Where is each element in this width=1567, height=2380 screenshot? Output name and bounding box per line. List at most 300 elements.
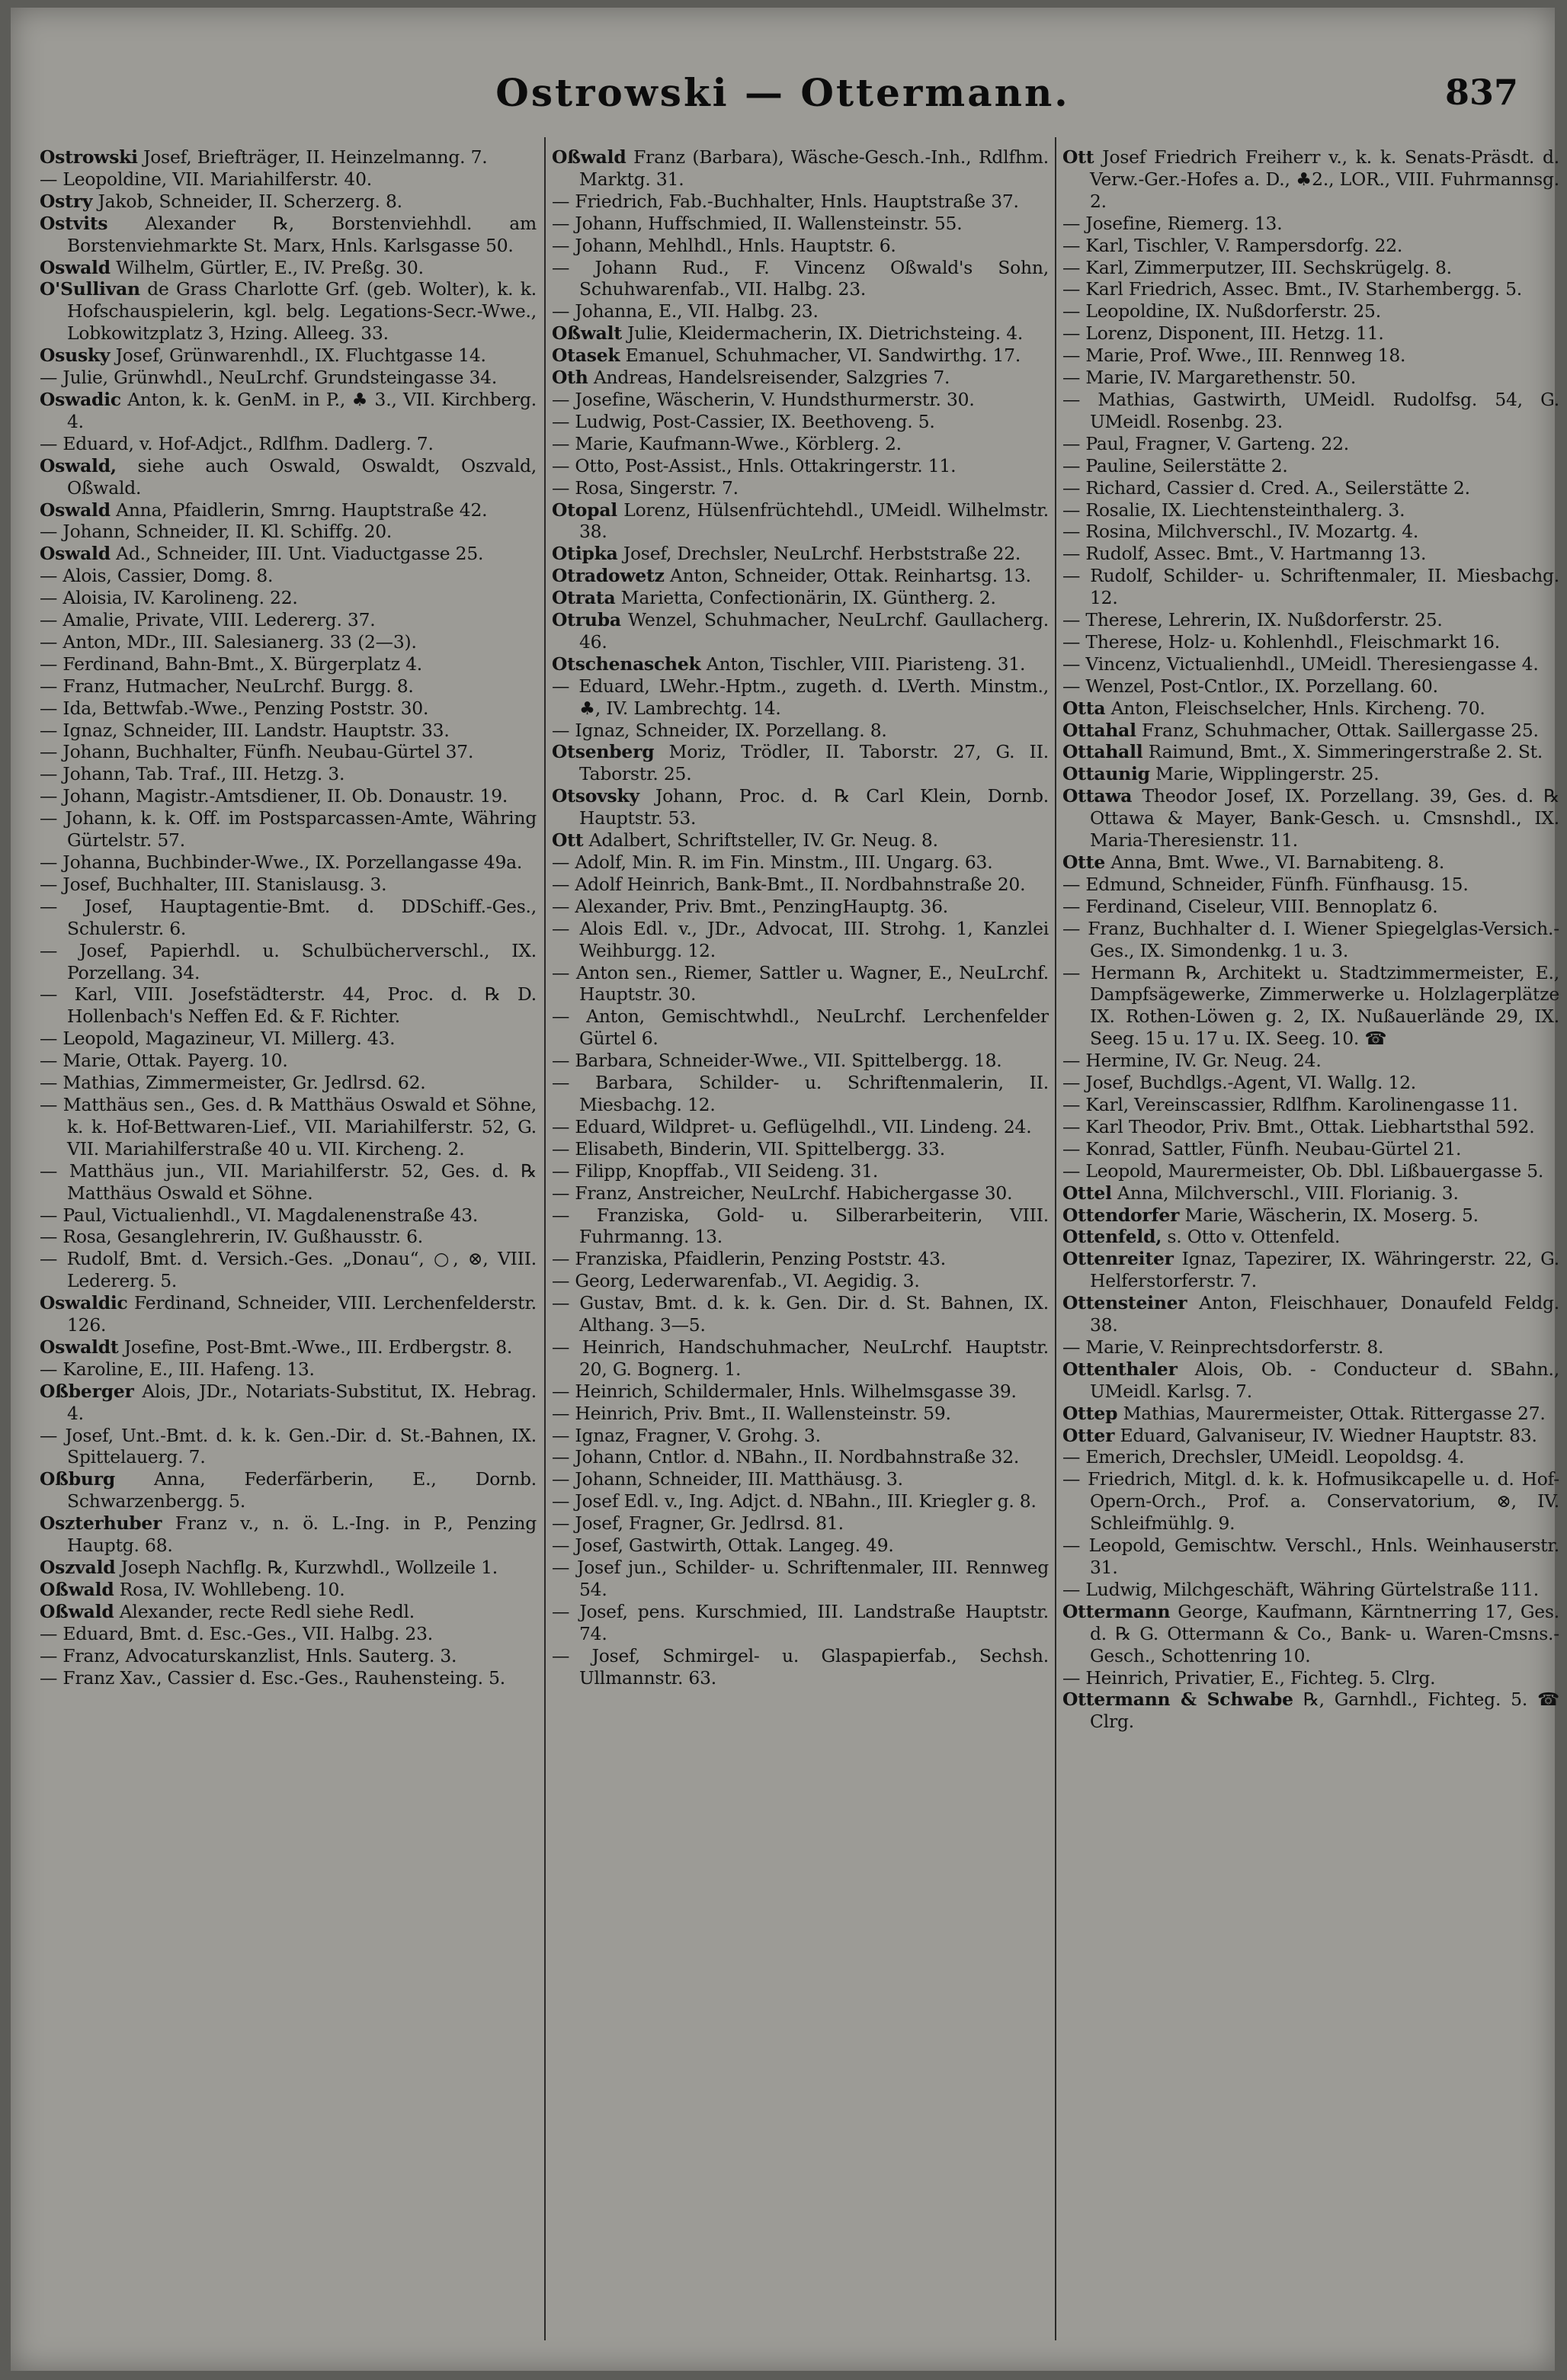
directory-entry [552, 191, 1049, 213]
directory-entry [40, 983, 537, 1028]
entry-text: — Johanna, Buchbinder-Wwe., IX. Porzellangasse 49a. [40, 852, 523, 873]
entry-text: — Marie, Ottak. Payerg. 10. [40, 1050, 288, 1072]
directory-entry [40, 257, 537, 279]
entry-text: — Heinrich, Schildermaler, Hnls. Wilhelmsgasse 39. [552, 1380, 1017, 1402]
entry-text: — Josef, Gastwirth, Ottak. Langeg. 49. [552, 1535, 894, 1557]
entry-text: — Edmund, Schneider, Fünfh. Fünfhausg. 15. [1062, 873, 1469, 895]
directory-entry [1062, 1204, 1559, 1227]
entry-surname: Otipka [552, 543, 618, 565]
entry-text: Ferdinand, Schneider, VIII. Lerchenfelderstr. 126. [67, 1292, 537, 1336]
directory-entry [552, 1204, 1049, 1249]
entry-text: — Otto, Post-Assist., Hnls. Ottakringerstr. 11. [552, 454, 957, 476]
entry-text: Eduard, Galvaniseur, IV. Wiedner Hauptstr. 83. [1114, 1424, 1537, 1446]
entry-text: — Josef, Buchdlgs.-Agent, VI. Wallg. 12. [1062, 1072, 1417, 1094]
directory-entry [1062, 1336, 1559, 1358]
entry-text: — Johann, Magistr.-Amtsdiener, II. Ob. Donaustr. 19. [40, 785, 508, 807]
directory-entry [1062, 896, 1559, 918]
entry-text: — Paul, Victualienhdl., VI. Magdalenenstraße 43. [40, 1204, 479, 1226]
entry-text: — Heinrich, Privatier, E., Fichteg. 5. Clrg. [1062, 1666, 1436, 1689]
column-divider [1055, 137, 1056, 2340]
entry-text: — Therese, Holz- u. Kohlenhdl., Fleischmarkt 16. [1062, 630, 1500, 653]
directory-entry [1062, 389, 1559, 433]
entry-text: Marie, Wäscherin, IX. Moserg. 5. [1179, 1204, 1479, 1226]
entry-text: — Rudolf, Bmt. d. Versich.-Ges. „Donau“, ○, ⊗, VIII. Ledererg. 5. [40, 1248, 537, 1292]
directory-entry [1062, 1292, 1559, 1336]
entry-surname: Oswadic [40, 388, 121, 410]
entry-text: — Johann, Tab. Traf., III. Hetzg. 3. [40, 763, 345, 785]
directory-entry [40, 367, 537, 389]
entry-text: — Vincenz, Victualienhdl., UMeidl. Theresiengasse 4. [1062, 653, 1539, 675]
entry-text: — Eduard, LWehr.-Hptm., zugeth. d. LVerth. Minstm., ♣, IV. Lambrechtg. 14. [552, 675, 1049, 719]
directory-entry [40, 1512, 537, 1557]
directory-entry [40, 874, 537, 896]
directory-entry [40, 278, 537, 345]
entry-text: Julie, Kleidermacherin, IX. Dietrichsteing. 4. [621, 322, 1024, 345]
directory-entry [1062, 675, 1559, 698]
directory-entry [552, 565, 1049, 587]
entry-text: — Aloisia, IV. Karolineng. 22. [40, 587, 298, 609]
entry-text: Alexander ℞, Borstenviehhdl. am Borstenviehmarkte St. Marx, Hnls. Karlsgasse 50. [67, 212, 537, 256]
directory-entry [40, 1579, 537, 1601]
entry-text: — Heinrich, Priv. Bmt., II. Wallensteinstr. 59. [552, 1402, 951, 1424]
entry-surname: Oswald, [40, 454, 117, 476]
entry-text: — Gustav, Bmt. d. k. k. Gen. Dir. d. St. Bahnen, IX. Althang. 3—5. [552, 1292, 1049, 1336]
entry-text: — Hermine, IV. Gr. Neug. 24. [1062, 1050, 1322, 1072]
entry-text: — Josef, Fragner, Gr. Jedlrsd. 81. [552, 1512, 844, 1535]
entry-text: — Mathias, Gastwirth, UMeidl. Rudolfsg. 54, G. UMeidl. Rosenbg. 23. [1062, 388, 1559, 432]
entry-text: Josef, Briefträger, II. Heinzelmanng. 7. [137, 146, 488, 168]
entry-surname: Ottenfeld, [1062, 1226, 1162, 1248]
entry-text: — Franziska, Gold- u. Silberarbeiterin, VIII. Fuhrmanng. 13. [552, 1204, 1049, 1248]
directory-entry [40, 1601, 537, 1623]
directory-entry [40, 565, 537, 587]
directory-entry [1062, 521, 1559, 543]
entry-text: — Eduard, Wildpret- u. Geflügelhdl., VII. Lindeng. 24. [552, 1115, 1032, 1137]
entry-text: Anton, Fleischhauer, Donaufeld Feldg. 38. [1090, 1292, 1559, 1336]
directory-entry [1062, 322, 1559, 345]
entry-surname: Ottenreiter [1062, 1248, 1174, 1270]
directory-entry [1062, 213, 1559, 235]
entry-text: — Karl, Vereinscassier, Rdlfhm. Karolinengasse 11. [1062, 1093, 1518, 1115]
entry-surname: Ottensteiner [1062, 1292, 1187, 1314]
directory-entry [40, 1645, 537, 1667]
entry-text: — Ignaz, Schneider, III. Landstr. Hauptstr. 33. [40, 719, 450, 741]
entry-text: Johann, Proc. d. ℞ Carl Klein, Dornb. Hauptstr. 53. [579, 785, 1049, 829]
directory-entry [552, 1072, 1049, 1116]
directory-entry [1062, 477, 1559, 499]
entry-text: Wenzel, Schuhmacher, NeuLrchf. Gaullacherg. 46. [579, 609, 1049, 653]
directory-entry [1062, 1226, 1559, 1248]
directory-entry [552, 1425, 1049, 1447]
entry-text: Jakob, Schneider, II. Scherzerg. 8. [92, 190, 402, 212]
directory-entry [40, 785, 537, 807]
entry-text: — Johann Rud., F. Vincenz Oßwald's Sohn, Schuhwarenfab., VII. Halbg. 23. [552, 256, 1049, 300]
directory-entry [40, 168, 537, 191]
directory-entry [552, 543, 1049, 565]
entry-text: — Therese, Lehrerin, IX. Nußdorferstr. 25. [1062, 609, 1443, 631]
entry-text: — Heinrich, Handschuhmacher, NeuLrchf. Hauptstr. 20, G. Bognerg. 1. [552, 1336, 1049, 1380]
directory-entry [552, 322, 1049, 345]
entry-text: — Johann, Cntlor. d. NBahn., II. Nordbahnstraße 32. [552, 1446, 1020, 1468]
directory-entry [552, 1292, 1049, 1336]
entry-text: — Marie, V. Reinprechtsdorferstr. 8. [1062, 1336, 1384, 1358]
entry-text: Wilhelm, Gürtler, E., IV. Preßg. 30. [110, 256, 424, 278]
directory-entry [552, 785, 1049, 829]
directory-entry [552, 433, 1049, 455]
entry-text: — Alexander, Priv. Bmt., PenzingHauptg. 36. [552, 895, 948, 917]
directory-entry [1062, 962, 1559, 1050]
entry-text: — Ferdinand, Ciseleur, VIII. Bennoplatz 6. [1062, 895, 1438, 917]
entry-text: — Konrad, Sattler, Fünfh. Neubau-Gürtel 21. [1062, 1137, 1462, 1160]
directory-entry [552, 1468, 1049, 1490]
entry-text: Marietta, Confectionärin, IX. Güntherg. 2. [615, 587, 996, 609]
directory-entry [40, 345, 537, 367]
directory-entry [552, 741, 1049, 785]
directory-entry [1062, 874, 1559, 896]
entry-surname: Otopal [552, 499, 617, 521]
entry-text: — Josef, Papierhdl. u. Schulbücherverschl., IX. Porzellang. 34. [40, 939, 537, 983]
entry-text: Franz, Schuhmacher, Ottak. Saillergasse 25. [1136, 719, 1539, 741]
entry-text: — Josef, Unt.-Bmt. d. k. k. Gen.-Dir. d. St.-Bahnen, IX. Spittelauerg. 7. [40, 1424, 537, 1468]
entry-text: Josefine, Post-Bmt.-Wwe., III. Erdbergstr. 8. [118, 1336, 513, 1358]
directory-entry [552, 1160, 1049, 1182]
directory-entry [40, 1204, 537, 1227]
directory-entry [40, 455, 537, 499]
directory-entry [552, 345, 1049, 367]
directory-entry [1062, 720, 1559, 742]
entry-text: — Ida, Bettwfab.-Wwe., Penzing Poststr. 30. [40, 697, 429, 719]
entry-text: — Barbara, Schneider-Wwe., VII. Spittelbergg. 18. [552, 1050, 1002, 1072]
directory-entry [552, 1381, 1049, 1403]
entry-text: — Emerich, Drechsler, UMeidl. Leopoldsg. 4. [1062, 1446, 1465, 1468]
entry-text: — Franz, Hutmacher, NeuLrchf. Burgg. 8. [40, 675, 414, 697]
entry-text: Joseph Nachflg. ℞, Kurzwhdl., Wollzeile 1. [115, 1557, 498, 1578]
directory-entry [552, 146, 1049, 191]
directory-entry [40, 1623, 537, 1645]
entry-text: Emanuel, Schuhmacher, VI. Sandwirthg. 17. [620, 345, 1021, 367]
directory-entry [1062, 741, 1559, 763]
directory-entry [40, 389, 537, 433]
directory-entry [1062, 631, 1559, 653]
directory-entry [552, 1138, 1049, 1160]
directory-entry [40, 587, 537, 609]
entry-text: — Amalie, Private, VIII. Ledererg. 37. [40, 609, 376, 631]
entry-text: — Leopold, Magazineur, VI. Millerg. 43. [40, 1028, 396, 1050]
entry-text: Alois, Ob. - Conducteur d. SBahn., UMeidl. Karlsg. 7. [1090, 1358, 1559, 1402]
entry-text: — Marie, Kaufmann-Wwe., Körblerg. 2. [552, 432, 902, 454]
entry-text: — Matthäus jun., VII. Mariahilferstr. 52, Ges. d. ℞ Matthäus Oswald et Söhne. [40, 1160, 537, 1204]
directory-entry [1062, 433, 1559, 455]
column-left [40, 146, 537, 2342]
entry-text: — Josef, Schmirgel- u. Glaspapierfab., Sechsh. Ullmannstr. 63. [552, 1644, 1049, 1689]
directory-entry [40, 213, 537, 257]
directory-entry [1062, 852, 1559, 874]
entry-text: siehe auch Oswald, Oswaldt, Oszvald, Oßwald. [67, 454, 537, 499]
directory-entry [1062, 1425, 1559, 1447]
directory-entry [1062, 1446, 1559, 1468]
entry-surname: Oßberger [40, 1380, 134, 1402]
directory-entry [1062, 1579, 1559, 1601]
entry-text: — Johann, Huffschmied, II. Wallensteinstr. 55. [552, 212, 963, 234]
entry-text: — Rudolf, Schilder- u. Schriftenmaler, II. Miesbachg. 12. [1062, 565, 1559, 609]
directory-entry [552, 1535, 1049, 1557]
directory-entry [1062, 235, 1559, 257]
entry-text: — Eduard, v. Hof-Adjct., Rdlfhm. Dadlerg. 7. [40, 432, 434, 454]
directory-entry [40, 1028, 537, 1050]
column-divider [544, 137, 546, 2340]
directory-entry [1062, 1667, 1559, 1689]
entry-text: Raimund, Bmt., X. Simmeringerstraße 2. St. [1142, 741, 1543, 763]
directory-entry [552, 235, 1049, 257]
entry-surname: Otte [1062, 852, 1106, 873]
directory-entry [552, 653, 1049, 675]
directory-entry [40, 1160, 537, 1204]
directory-entry [1062, 455, 1559, 477]
entry-text: — Johann, Schneider, III. Matthäusg. 3. [552, 1468, 903, 1490]
directory-entry [40, 543, 537, 565]
entry-text: — Wenzel, Post-Cntlor., IX. Porzellang. 60. [1062, 675, 1438, 697]
entry-surname: Ottermann & Schwabe [1062, 1689, 1293, 1711]
entry-surname: Oth [552, 367, 588, 389]
entry-text: ℞, Garnhdl., Fichteg. 5. ☎ Clrg. [1090, 1689, 1559, 1733]
directory-entry [1062, 698, 1559, 720]
entry-surname: Oßwald [40, 1600, 114, 1622]
directory-entry [552, 852, 1049, 874]
entry-text: — Karl, Zimmerputzer, III. Sechskrügelg. 8. [1062, 256, 1452, 278]
entry-text: — Ludwig, Post-Cassier, IX. Beethoveng. 5. [552, 410, 935, 432]
entry-text: Mathias, Maurermeister, Ottak. Rittergasse 27. [1117, 1402, 1546, 1424]
entry-text: Anna, Bmt. Wwe., VI. Barnabiteng. 8. [1105, 852, 1445, 873]
entry-text: Theodor Josef, IX. Porzellang. 39, Ges. d. ℞ Ottawa & Mayer, Bank-Gesch. u. Cmsnshdl., IX. Maria-Theresienstr. 11. [1090, 785, 1559, 852]
entry-text: — Alois, Cassier, Domg. 8. [40, 565, 274, 587]
entry-text: — Josef Edl. v., Ing. Adjct. d. NBahn., III. Kriegler g. 8. [552, 1490, 1037, 1512]
entry-surname: Ottep [1062, 1402, 1118, 1424]
entry-text: George, Kaufmann, Kärntnerring 17, Ges. d. ℞ G. Ottermann & Co., Bank- u. Waren-Cmsns.-Gesch., Schottenring 10. [1090, 1600, 1559, 1666]
entry-text: — Karl, VIII. Josefstädterstr. 44, Proc. d. ℞ D. Hollenbach's Neffen Ed. & F. Richter. [40, 983, 537, 1028]
directory-entry [40, 763, 537, 785]
directory-entry [552, 300, 1049, 322]
entry-text: Alexander, recte Redl siehe Redl. [114, 1600, 415, 1622]
entry-text: — Julie, Grünwhdl., NeuLrchf. Grundsteingasse 34. [40, 367, 498, 389]
entry-text: Alois, JDr., Notariats-Substitut, IX. Hebrag. 4. [67, 1380, 537, 1424]
directory-entry [1062, 785, 1559, 852]
directory-entry [1062, 1468, 1559, 1535]
directory-entry [552, 499, 1049, 544]
entry-text: Anton, k. k. GenM. in P., ♣ 3., VII. Kirchberg. 4. [67, 388, 537, 432]
entry-surname: Otter [1062, 1424, 1115, 1446]
directory-entry [40, 499, 537, 521]
entry-text: — Paul, Fragner, V. Garteng. 22. [1062, 432, 1350, 454]
directory-entry [1062, 1116, 1559, 1138]
directory-entry [552, 587, 1049, 609]
entry-text: — Josef, Buchhalter, III. Stanislausg. 3. [40, 873, 387, 895]
entry-text: — Franziska, Pfaidlerin, Penzing Poststr. 43. [552, 1248, 946, 1270]
directory-entry [1062, 653, 1559, 675]
directory-entry [1062, 609, 1559, 631]
entry-text: — Ignaz, Fragner, V. Grohg. 3. [552, 1424, 821, 1446]
directory-entry [552, 1006, 1049, 1050]
entry-text: Josef, Drechsler, NeuLrchf. Herbststraße 22. [617, 543, 1021, 565]
directory-entry [1062, 1535, 1559, 1579]
entry-surname: Oswald [40, 543, 111, 565]
entry-surname: Otradowetz [552, 565, 665, 587]
entry-text: — Friedrich, Fab.-Buchhalter, Hnls. Hauptstraße 37. [552, 190, 1019, 212]
directory-entry [552, 675, 1049, 720]
entry-text: — Ferdinand, Bahn-Bmt., X. Bürgerplatz 4. [40, 653, 423, 675]
directory-entry [1062, 146, 1559, 213]
directory-entry [552, 1182, 1049, 1204]
directory-entry [40, 940, 537, 984]
directory-entry [40, 191, 537, 213]
entry-surname: Oswald [40, 256, 111, 278]
entry-surname: Oszvald [40, 1557, 116, 1578]
entry-text: — Rudolf, Assec. Bmt., V. Hartmanng 13. [1062, 543, 1427, 565]
directory-entry [1062, 1182, 1559, 1204]
directory-entry [1062, 763, 1559, 785]
directory-entry [40, 741, 537, 763]
directory-entry [40, 631, 537, 653]
directory-entry [40, 1358, 537, 1381]
directory-entry [552, 1403, 1049, 1425]
entry-surname: Otsenberg [552, 741, 655, 763]
entry-text: Franz v., n. ö. L.-Ing. in P., Penzing Hauptg. 68. [67, 1512, 537, 1557]
directory-entry [552, 1336, 1049, 1381]
entry-text: Anton, Schneider, Ottak. Reinhartsg. 13. [664, 565, 1031, 587]
entry-text: Anna, Pfaidlerin, Smrng. Hauptstraße 42. [110, 499, 488, 521]
directory-entry [40, 1557, 537, 1579]
directory-entry [40, 609, 537, 631]
entry-text: — Hermann ℞, Architekt u. Stadtzimmermeister, E., Dampfsägewerke, Zimmerwerke u. Holzlagerplätze IX. Rothen-Löwen g. 2, IX. Nußauerlände 29, IX. Seeg. 15 u. 17 u. IX. Seeg. 10. ☎ [1062, 961, 1559, 1050]
entry-text: — Josef jun., Schilder- u. Schriftenmaler, III. Rennweg 54. [552, 1557, 1049, 1600]
directory-entry [552, 1270, 1049, 1292]
directory-entry [1062, 1094, 1559, 1116]
entry-text: — Adolf Heinrich, Bank-Bmt., II. Nordbahnstraße 20. [552, 873, 1026, 895]
entry-text: — Rosina, Milchverschl., IV. Mozartg. 4. [1062, 521, 1419, 543]
entry-text: — Lorenz, Disponent, III. Hetzg. 11. [1062, 322, 1384, 345]
entry-text: — Josefine, Wäscherin, V. Hundsthurmerstr. 30. [552, 388, 975, 410]
entry-text: — Johann, Schneider, II. Kl. Schiffg. 20. [40, 521, 393, 543]
entry-surname: Ott [1062, 146, 1094, 168]
directory-entry [1062, 1601, 1559, 1667]
column-right [1062, 146, 1559, 2342]
entry-text: — Johann, Buchhalter, Fünfh. Neubau-Gürtel 37. [40, 741, 474, 763]
entry-surname: Ottahall [1062, 741, 1143, 763]
entry-text: Anna, Milchverschl., VIII. Florianig. 3. [1111, 1182, 1459, 1204]
directory-entry [1062, 565, 1559, 609]
entry-text: Rosa, IV. Wohllebeng. 10. [114, 1578, 345, 1600]
directory-entry [552, 213, 1049, 235]
entry-surname: Oßburg [40, 1468, 115, 1490]
entry-text: Marie, Wipplingerstr. 25. [1149, 763, 1380, 785]
directory-entry [40, 1336, 537, 1358]
entry-surname: Oßwald [40, 1578, 114, 1600]
directory-entry [1062, 1160, 1559, 1182]
entry-text: Josef, Grünwarenhdl., IX. Fluchtgasse 14. [110, 345, 486, 367]
entry-text: Andreas, Handelsreisender, Salzgries 7. [588, 367, 950, 389]
entry-text: — Anton, Gemischtwhdl., NeuLrchf. Lerchenfelder Gürtel 6. [552, 1006, 1049, 1050]
entry-surname: Ottermann [1062, 1600, 1171, 1622]
directory-entry [552, 918, 1049, 962]
entry-text: — Alois Edl. v., JDr., Advocat, III. Strohg. 1, Kanzlei Weihburgg. 12. [552, 917, 1049, 961]
entry-text: Anton, Fleischselcher, Hnls. Kircheng. 70. [1105, 697, 1485, 719]
directory-entry [552, 389, 1049, 411]
entry-text: — Leopoldine, IX. Nußdorferstr. 25. [1062, 300, 1381, 322]
entry-surname: O'Sullivan [40, 278, 140, 300]
entry-surname: Oswald [40, 499, 111, 521]
entry-text: — Franz, Buchhalter d. I. Wiener Spiegelglas-Versich.-Ges., IX. Simondenkg. 1 u. 3. [1062, 917, 1559, 961]
directory-entry [552, 1248, 1049, 1270]
directory-entry [1062, 300, 1559, 322]
directory-entry [40, 698, 537, 720]
entry-text: — Ignaz, Schneider, IX. Porzellang. 8. [552, 719, 887, 741]
entry-text: Anton, Tischler, VIII. Piaristeng. 31. [700, 653, 1026, 675]
entry-text: de Grass Charlotte Grf. (geb. Wolter), k. k. Hofschauspielerin, kgl. belg. Legations-Secr.-Wwe., Lobkowitzplatz 3, Hzing. Alleeg. 33. [67, 278, 537, 345]
entry-text: — Karl Friedrich, Assec. Bmt., IV. Starhembergg. 5. [1062, 278, 1523, 300]
entry-text: — Adolf, Min. R. im Fin. Minstm., III. Ungarg. 63. [552, 852, 993, 873]
directory-entry [40, 1425, 537, 1469]
entry-text: — Elisabeth, Binderin, VII. Spittelbergg. 33. [552, 1137, 945, 1160]
entry-surname: Oszterhuber [40, 1512, 162, 1535]
directory-entry [552, 829, 1049, 852]
directory-entry [1062, 1072, 1559, 1094]
entry-text: — Rosalie, IX. Liechtensteinthalerg. 3. [1062, 499, 1405, 521]
directory-entry [40, 807, 537, 852]
entry-text: Moriz, Trödler, II. Taborstr. 27, G. II. Taborstr. 25. [579, 741, 1049, 785]
entry-text: Adalbert, Schriftsteller, IV. Gr. Neug. 8. [583, 829, 938, 852]
entry-surname: Ott [552, 829, 584, 852]
directory-entry [40, 653, 537, 675]
directory-entry [552, 367, 1049, 389]
directory-entry [1062, 1689, 1559, 1733]
entry-text: — Leopold, Maurermeister, Ob. Dbl. Lißbauergasse 5. [1062, 1160, 1544, 1182]
entry-text: — Johann, Mehlhdl., Hnls. Hauptstr. 6. [552, 234, 896, 256]
directory-entry [552, 477, 1049, 499]
directory-entry [552, 1557, 1049, 1601]
entry-text: Ignaz, Tapezirer, IX. Währingerstr. 22, G. Helferstorferstr. 7. [1090, 1248, 1559, 1292]
directory-entry [40, 1468, 537, 1512]
entry-surname: Otruba [552, 609, 621, 631]
directory-entry [552, 874, 1049, 896]
entry-surname: Otrata [552, 587, 616, 609]
entry-surname: Otschenaschek [552, 653, 701, 675]
directory-entry [1062, 1138, 1559, 1160]
entry-text: — Josefine, Riemerg. 13. [1062, 212, 1283, 234]
entry-surname: Ottenthaler [1062, 1358, 1178, 1380]
entry-surname: Ostry [40, 190, 93, 212]
entry-text: — Leopoldine, VII. Mariahilferstr. 40. [40, 168, 372, 190]
directory-entry [40, 1381, 537, 1425]
entry-surname: Otasek [552, 345, 620, 367]
directory-entry [40, 852, 537, 874]
entry-surname: Ostrowski [40, 146, 138, 168]
page-title: Ostrowski — Ottermann. [495, 70, 1070, 115]
directory-entry [552, 1601, 1049, 1645]
directory-entry [552, 1116, 1049, 1138]
entry-text: — Pauline, Seilerstätte 2. [1062, 454, 1288, 476]
directory-entry [1062, 543, 1559, 565]
entry-text: Josef Friedrich Freiherr v., k. k. Senats-Präsdt. d. Verw.-Ger.-Hofes a. D., ♣2., LOR., VIII. Fuhrmannsg. 2. [1090, 146, 1559, 212]
directory-entry [552, 1050, 1049, 1072]
directory-entry [1062, 1050, 1559, 1072]
directory-entry [40, 1072, 537, 1094]
entry-text: — Friedrich, Mitgl. d. k. k. Hofmusikcapelle u. d. Hof-Opern-Orch., Prof. a. Conservatorium, ⊗, IV. Schleifmühlg. 9. [1062, 1468, 1559, 1535]
entry-text: — Josef, Hauptagentie-Bmt. d. DDSchiff.-Ges., Schulerstr. 6. [40, 895, 537, 939]
entry-text: — Josef, pens. Kurschmied, III. Landstraße Hauptstr. 74. [552, 1600, 1049, 1644]
directory-entry [40, 1226, 537, 1248]
directory-entry [1062, 499, 1559, 521]
directory-entry [1062, 367, 1559, 389]
entry-surname: Oswaldic [40, 1292, 128, 1314]
